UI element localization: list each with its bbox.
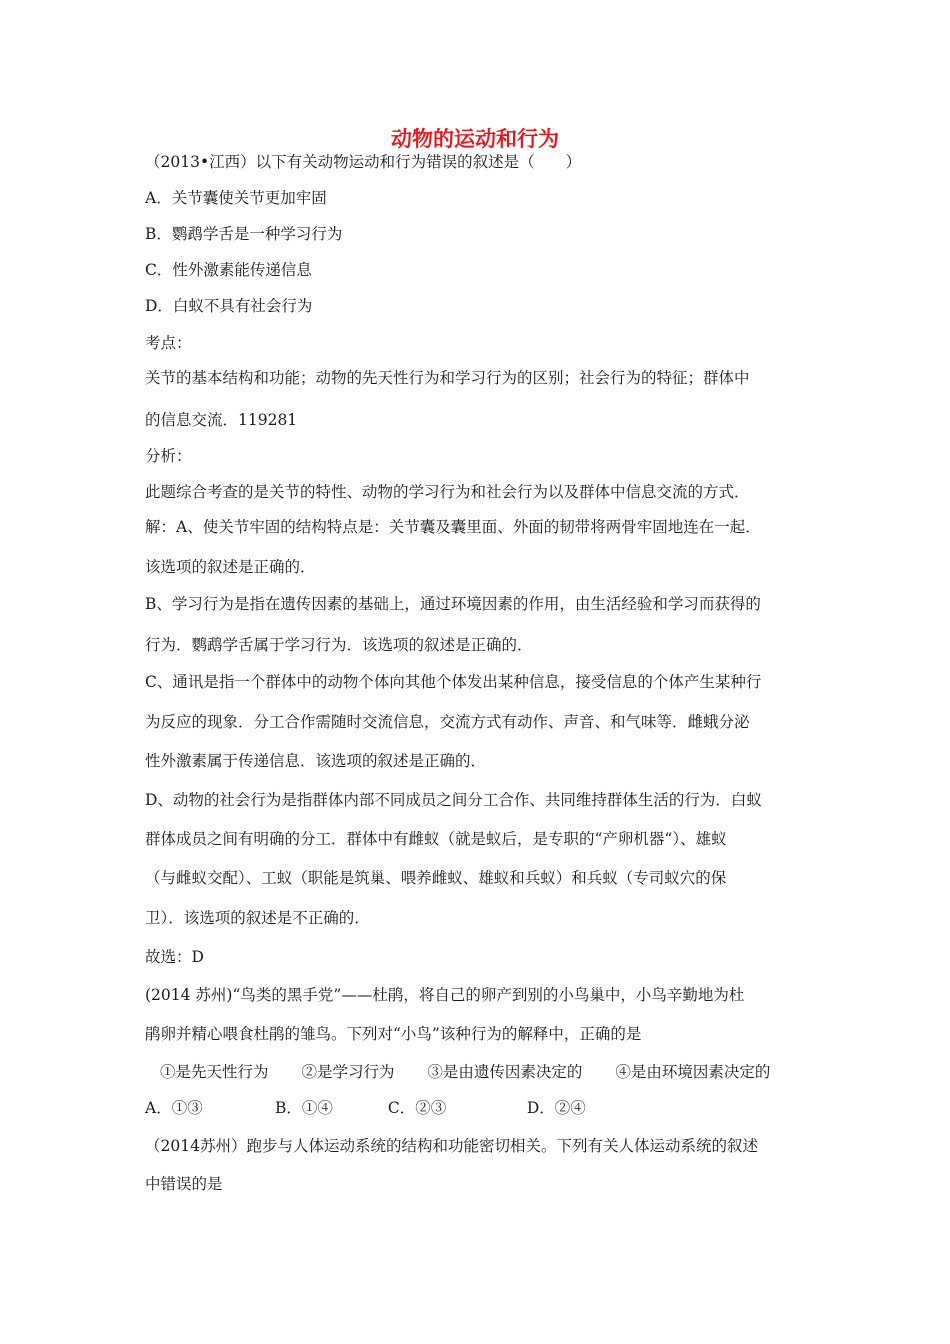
question-1-stem: （2013•江西）以下有关动物运动和行为错误的叙述是（ ） <box>145 153 582 171</box>
solution-line: （与雌蚁交配）、工蚁（职能是筑巢、喂养雌蚁、雄蚁和兵蚁）和兵蚁（专司蚁穴的保 <box>145 869 727 887</box>
q2-choice-d: D．②④ <box>526 1099 586 1117</box>
kaodian-text-2: 的信息交流．119281 <box>145 411 298 429</box>
solution-line: B、学习行为是指在遗传因素的基础上，通过环境因素的作用，由生活经验和学习而获得的 <box>145 595 761 613</box>
solution-line: 该选项的叙述是正确的． <box>145 558 316 576</box>
solution-line: 群体成员之间有明确的分工．群体中有雌蚁（就是蚁后，是专职的“产卵机器“）、雄蚁 <box>145 830 727 848</box>
solution-line: 为反应的现象．分工合作需随时交流信息，交流方式有动作、声音、和气味等．雌蛾分泌 <box>145 713 750 731</box>
question-2-line-2: 鹃卵并精心喂食杜鹃的雏鸟。下列对“小鸟”该种行为的解释中，正确的是 <box>145 1025 642 1043</box>
q2-statement: ②是学习行为 <box>301 1063 395 1081</box>
q1-option-d: D．白蚁不具有社会行为 <box>145 297 313 315</box>
q2-statement: ④是由环境因素决定的 <box>615 1063 771 1081</box>
q1-option-c: C．性外激素能传递信息 <box>145 261 312 279</box>
q2-choice-b: B．①④ <box>274 1099 333 1117</box>
solution-line: 卫）．该选项的叙述是不正确的． <box>145 909 370 927</box>
q1-option-b: B．鹦鹉学舌是一种学习行为 <box>145 225 343 243</box>
fenxi-label: 分析： <box>145 447 192 465</box>
q2-choices <box>145 1098 586 1118</box>
page-title: 动物的运动和行为 <box>391 127 559 151</box>
question-3-line-2: 中错误的是 <box>145 1175 223 1193</box>
question-3-line-1: （2014苏州）跑步与人体运动系统的结构和功能密切相关。下列有关人体运动系统的叙述 <box>145 1137 758 1155</box>
q2-choice-c: C．②③ <box>387 1099 447 1117</box>
solution-line: 性外激素属于传递信息．该选项的叙述是正确的． <box>145 752 487 770</box>
answer-line: 故选：D <box>145 948 204 966</box>
solution-line: 解：A、使关节牢固的结构特点是：关节囊及囊里面、外面的韧带将两骨牢固地连在一起． <box>145 518 761 536</box>
question-2-line-1: (2014 苏州)“鸟类的黑手党”——杜鹃，将自己的卵产到别的小鸟巢中，小鸟辛勤地为杜 <box>145 986 745 1004</box>
q1-option-a: A．关节囊使关节更加牢固 <box>145 189 327 207</box>
solution-line: D、动物的社会行为是指群体内部不同成员之间分工合作、共同维持群体生活的行为．白蚁 <box>145 791 762 809</box>
fenxi-text: 此题综合考查的是关节的特性、动物的学习行为和社会行为以及群体中信息交流的方式． <box>145 483 750 501</box>
q2-choice-a: A．①③ <box>145 1099 203 1117</box>
kaodian-label: 考点： <box>145 334 192 352</box>
solution-line: 行为．鹦鹉学舌属于学习行为．该选项的叙述是正确的． <box>145 636 533 654</box>
solution-line: C、通讯是指一个群体中的动物个体向其他个体发出某种信息，接受信息的个体产生某种行 <box>145 673 762 691</box>
q2-statements <box>160 1062 798 1082</box>
q2-statement: ③是由遗传因素决定的 <box>427 1063 583 1081</box>
kaodian-text-1: 关节的基本结构和功能；动物的先天性行为和学习行为的区别；社会行为的特征；群体中 <box>145 369 750 387</box>
q2-statement: ①是先天性行为 <box>160 1063 269 1081</box>
